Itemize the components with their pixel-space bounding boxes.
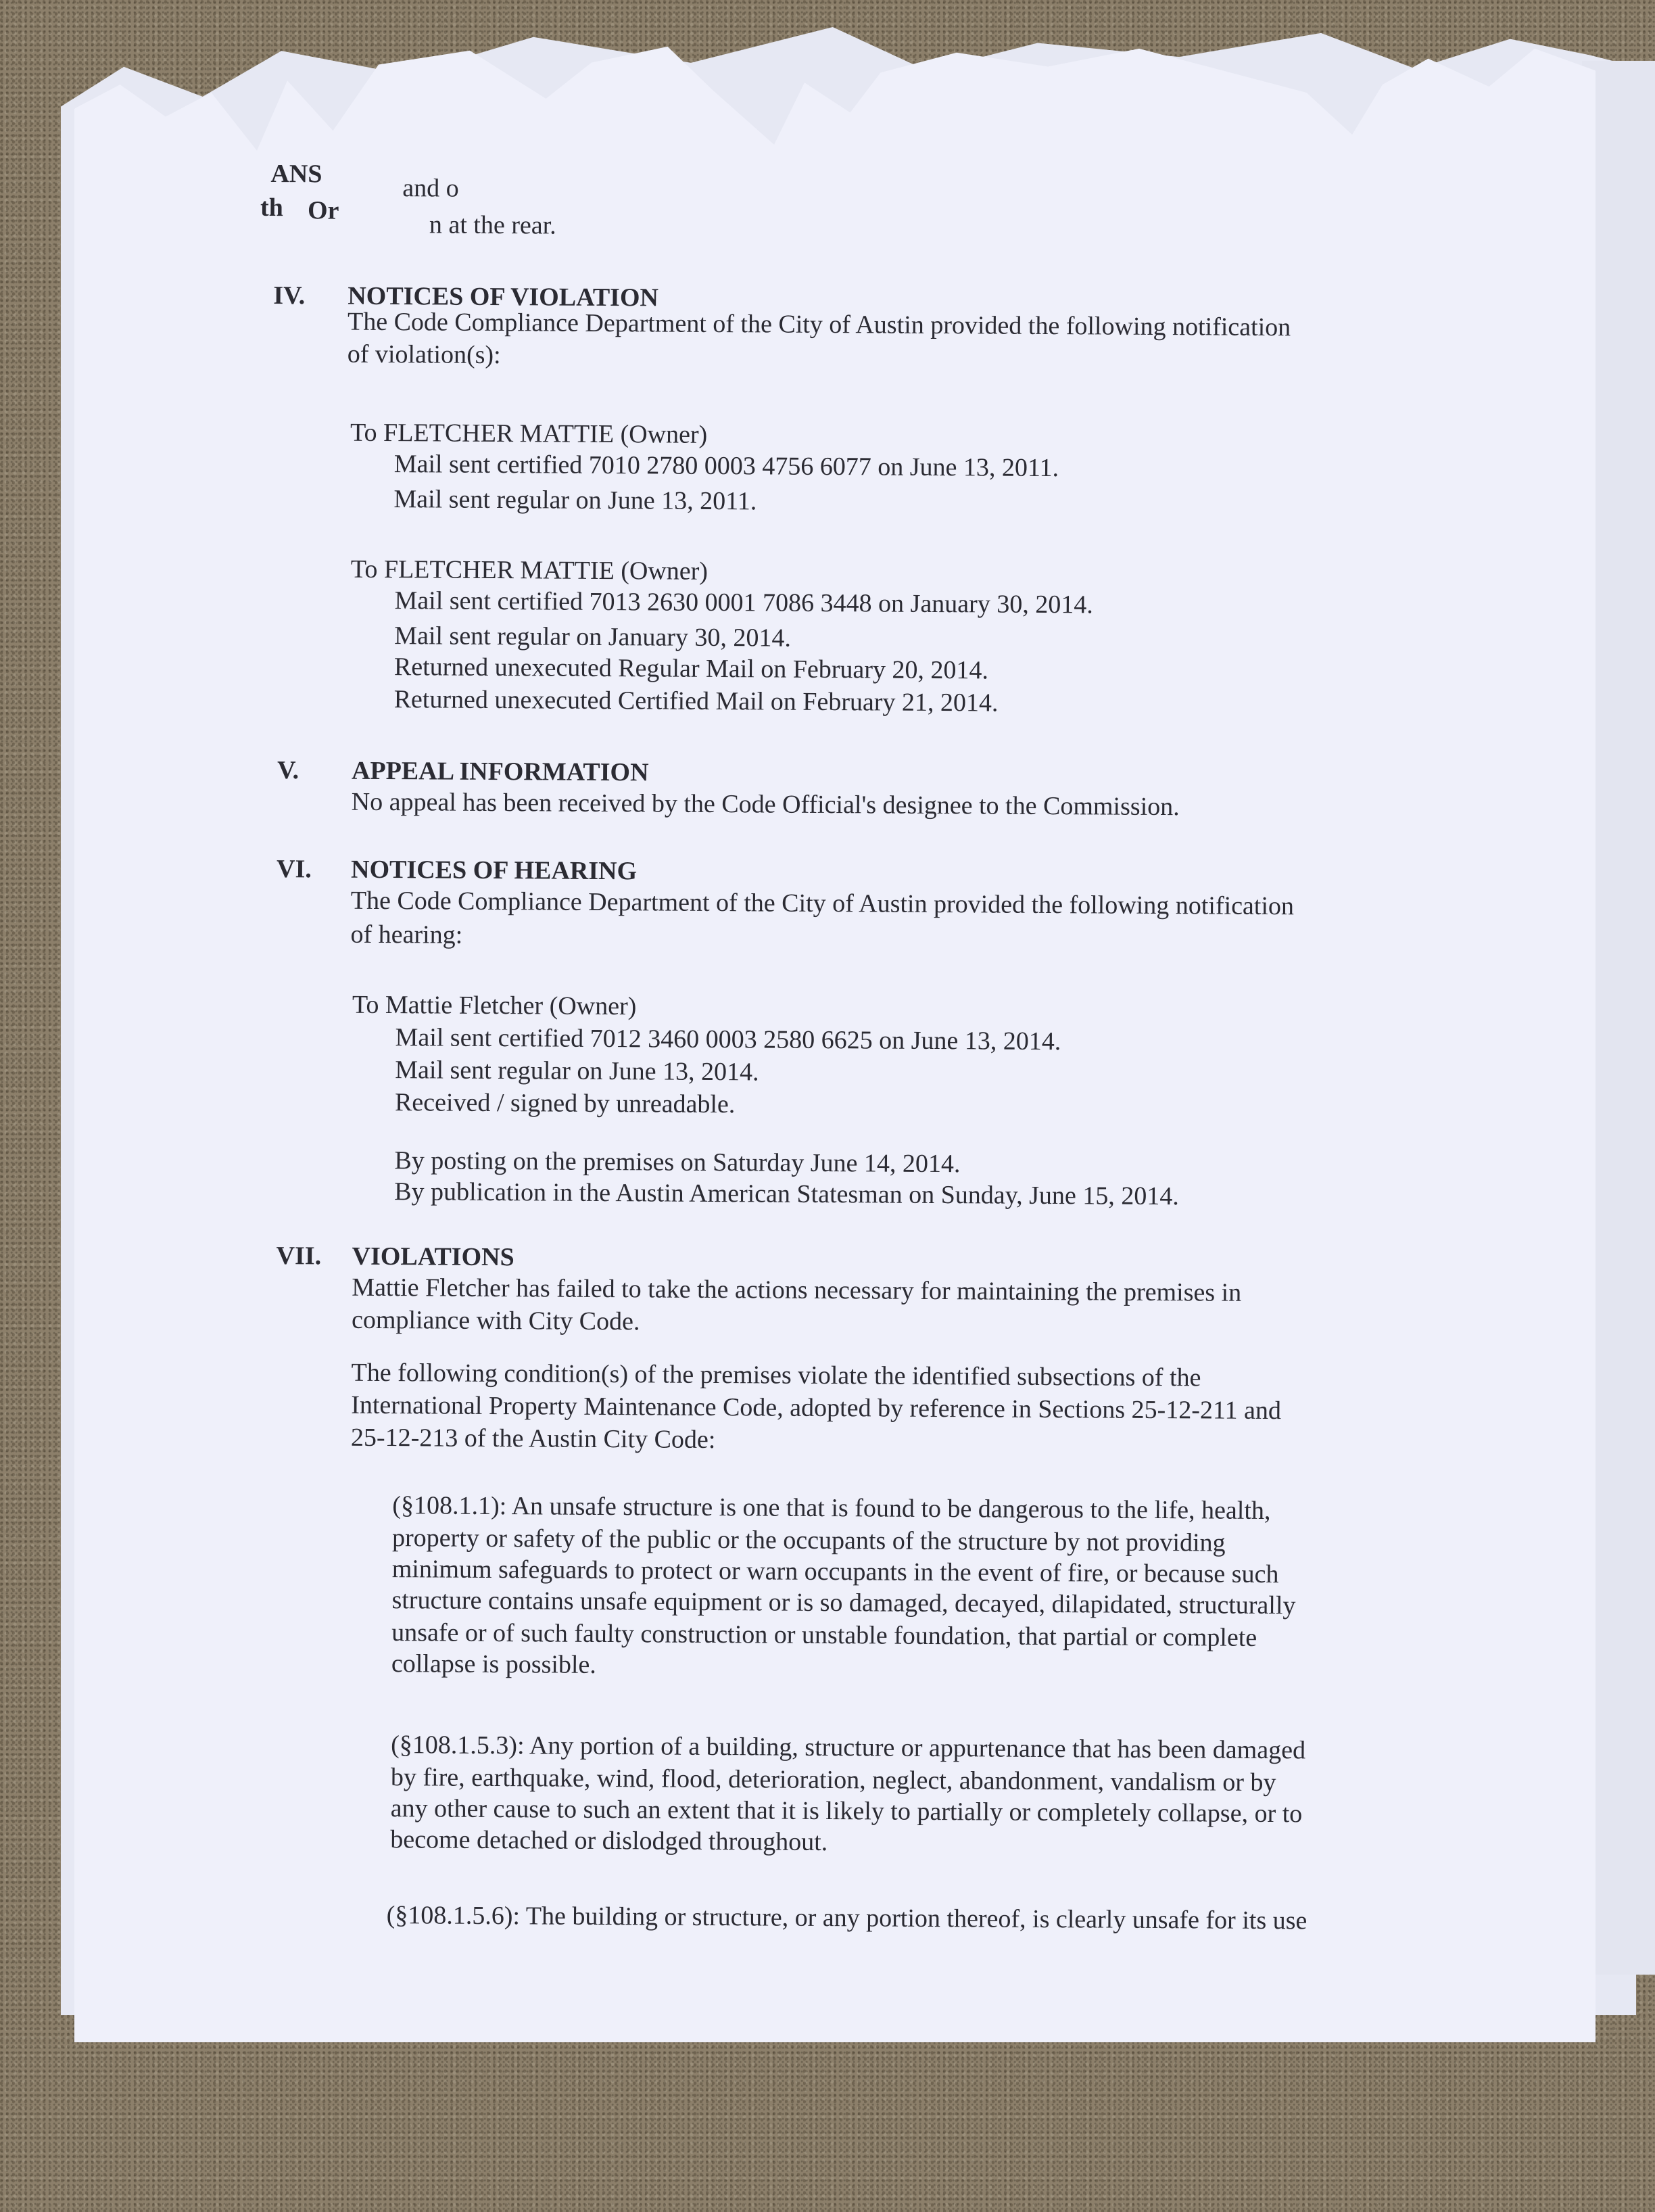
recipient: To FLETCHER MATTIE (Owner)	[350, 555, 709, 586]
section-number: VI.	[277, 855, 312, 884]
section-number: VII.	[276, 1242, 322, 1271]
code-text: collapse is possible.	[391, 1649, 596, 1679]
code-text: structure contains unsafe equipment or is so damaged, decayed, dilapidated, structurally	[391, 1586, 1296, 1620]
section-text: No appeal has been received by the Code Official's designee to the Commission.	[351, 787, 1180, 822]
code-text: (§108.1.1): An unsafe structure is one that is found to be dangerous to the life, health,	[392, 1491, 1271, 1526]
section-number: V.	[277, 756, 299, 785]
mail-item: Returned unexecuted Regular Mail on February 20, 2014.	[393, 653, 989, 685]
mail-item: Mail sent regular on January 30, 2014.	[394, 621, 792, 653]
fragment-text: Or	[307, 196, 339, 225]
fragment-text: n at the rear.	[429, 210, 556, 240]
code-text: minimum safeguards to protect or warn occupants in the event of fire, or because such	[391, 1555, 1279, 1589]
section-text: of hearing:	[350, 920, 463, 949]
mail-item: Mail sent certified 7012 3460 0003 2580 6625 on June 13, 2014.	[395, 1023, 1061, 1056]
section-number: IV.	[273, 281, 306, 310]
mail-item: Mail sent certified 7013 2630 0001 7086 3448 on January 30, 2014.	[394, 586, 1093, 619]
section-text: The Code Compliance Department of the City of Austin provided the following notification	[350, 886, 1295, 921]
code-text: (§108.1.5.3): Any portion of a building, structure or appurtenance that has been damaged	[391, 1731, 1306, 1765]
code-text: (§108.1.5.6): The building or structure, or any portion thereof, is clearly unsafe for its use	[386, 1901, 1308, 1935]
recipient: To Mattie Fletcher (Owner)	[352, 990, 637, 1021]
section-title: APPEAL INFORMATION	[351, 756, 649, 787]
section-text: of violation(s):	[347, 339, 501, 370]
fragment-text: and o	[402, 174, 459, 203]
mail-item: Returned unexecuted Certified Mail on February 21, 2014.	[393, 685, 999, 717]
code-text: by fire, earthquake, wind, flood, deterioration, neglect, abandonment, vandalism or by	[390, 1763, 1276, 1797]
code-text: any other cause to such an extent that it is likely to partially or completely collapse, or to	[390, 1794, 1303, 1829]
posting-item: By publication in the Austin American Statesman on Sunday, June 15, 2014.	[394, 1177, 1179, 1211]
section-text: compliance with City Code.	[351, 1305, 640, 1336]
posting-item: By posting on the premises on Saturday June 14, 2014.	[394, 1146, 961, 1179]
section-text: International Property Maintenance Code, adopted by reference in Sections 25-12-211 and	[351, 1390, 1282, 1426]
code-text: become detached or dislodged throughout.	[390, 1825, 828, 1857]
mail-item: Mail sent regular on June 13, 2014.	[395, 1056, 759, 1087]
section-title: NOTICES OF HEARING	[350, 855, 638, 886]
section-title: VIOLATIONS	[352, 1242, 514, 1272]
mail-item: Received / signed by unreadable.	[394, 1088, 736, 1119]
section-title: NOTICES OF VIOLATION	[347, 281, 659, 312]
recipient: To FLETCHER MATTIE (Owner)	[350, 418, 708, 449]
fragment-text: th	[260, 193, 284, 222]
section-text: The following condition(s) of the premises violate the identified subsections of the	[351, 1358, 1201, 1392]
fragment-text: ANS	[270, 159, 322, 189]
code-text: property or safety of the public or the occupants of the structure by not providing	[391, 1524, 1226, 1557]
section-text: 25-12-213 of the Austin City Code:	[350, 1423, 716, 1455]
section-text: Mattie Fletcher has failed to take the actions necessary for maintaining the premises in	[352, 1273, 1242, 1307]
mail-item: Mail sent certified 7010 2780 0003 4756 6077 on June 13, 2011.	[393, 450, 1059, 483]
code-text: unsafe or of such faulty construction or unstable foundation, that partial or complete	[391, 1618, 1257, 1652]
mail-item: Mail sent regular on June 13, 2011.	[393, 485, 757, 516]
section-text: The Code Compliance Department of the City of Austin provided the following notification	[347, 307, 1291, 342]
